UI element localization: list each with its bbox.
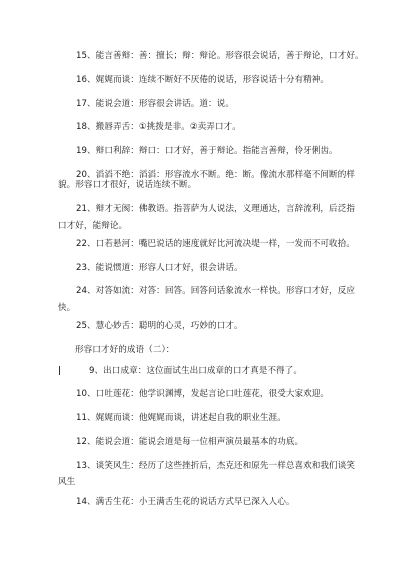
text-line: 12、能说会道：能说会道是每一位相声演员最基本的功底。 — [76, 437, 304, 447]
text-line: 20、滔滔不绝：滔滔：形容流水不断。绝：断。像流水那样毫不间断的样 — [76, 170, 355, 180]
text-line: 快。 — [58, 303, 76, 313]
text-line: 13、谈笑风生：经历了这些挫折后，杰克还和原先一样总喜欢和我们谈笑 — [76, 461, 355, 471]
text-line: 25、慧心妙舌：聪明的心灵，巧妙的口才。 — [76, 321, 243, 331]
text-line: 15、能言善辩：善：擅长；辩：辩论。形容很会说话，善于辩论，口才好。 — [76, 51, 364, 61]
text-line: 18、搬唇弄舌：①挑拨是非。②卖弄口才。 — [76, 122, 241, 132]
text-line: 口才好，能辩论。 — [58, 221, 128, 231]
section-heading: 形容口才好的成语（二）： — [75, 345, 175, 355]
text-line: 10、口吐莲花：他学识渊博，发起言论口吐莲花，很受大家欢迎。 — [76, 389, 330, 399]
text-line: 23、能说惯道：形容人口才好，很会讲话。 — [76, 263, 243, 273]
text-line: 19、辩口利辞：辩口：口才好，善于辩论。指能言善辩，伶牙俐齿。 — [76, 146, 338, 156]
text-line: 22、口若悬河：嘴巴说话的速度就好比河流决堤一样，一发而不可收拾。 — [76, 239, 355, 249]
text-line: 9、出口成章：这位面试生出口成章的口才真是不得了。 — [89, 366, 302, 376]
text-cursor — [59, 366, 60, 375]
text-line: 14、满舌生花：小王满舌生花的说话方式早已深入人心。 — [76, 497, 295, 507]
text-line: 貌。形容口才很好，说话连续不断。 — [58, 180, 197, 190]
text-line: 风生 — [58, 477, 76, 487]
text-line: 24、对答如流：对答：回答。回答问话象流水一样快。形容口才好，反应 — [76, 286, 355, 296]
text-line: 21、辩才无阂：佛教语。指菩萨为人说法，义理通达，言辞流利，后泛指 — [76, 204, 355, 214]
text-line: 11、娓娓而谈：他娓娓而谈，讲述起自我的职业生涯。 — [76, 413, 286, 423]
text-line: 17、能说会道：形容很会讲话。道：说。 — [76, 99, 234, 109]
text-line: 16、娓娓而谈：连续不断好不厌倦的说话，形容说话十分有精神。 — [76, 75, 330, 85]
